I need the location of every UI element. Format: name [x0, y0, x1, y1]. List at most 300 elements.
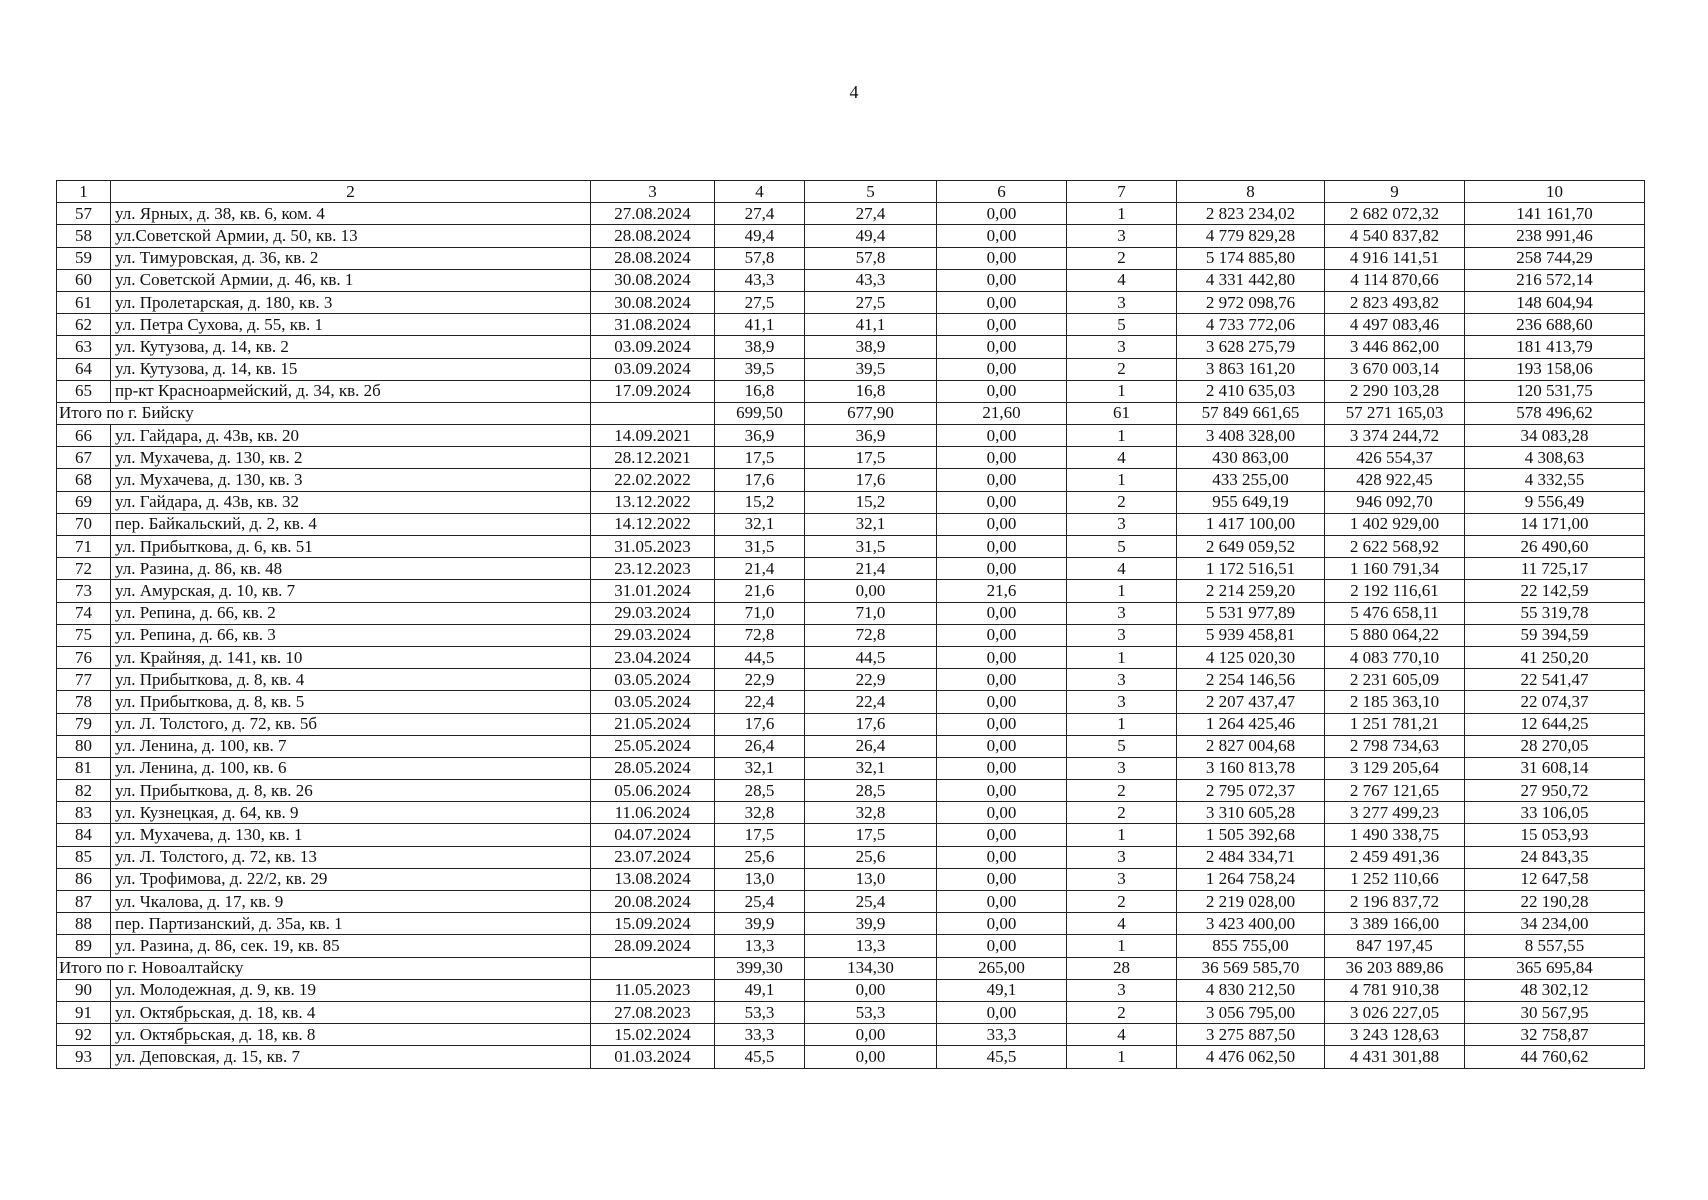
- table-cell: 5: [1067, 314, 1177, 336]
- table-cell: 27,5: [715, 291, 805, 313]
- table-cell: 57,8: [715, 247, 805, 269]
- table-row: [57, 913, 1645, 935]
- table-row: [57, 203, 1645, 225]
- table-cell: 32,1: [805, 757, 937, 779]
- table-cell: 43,3: [805, 269, 937, 291]
- table-cell: 15,2: [715, 491, 805, 513]
- table-cell: 4: [1067, 558, 1177, 580]
- table-cell: 5 531 977,89: [1177, 602, 1325, 624]
- subtotal-cell: 365 695,84: [1465, 957, 1645, 979]
- table-cell: 89: [57, 935, 111, 957]
- table-cell: 45,5: [715, 1046, 805, 1068]
- table-cell: 1: [1067, 646, 1177, 668]
- table-cell: 33 106,05: [1465, 802, 1645, 824]
- table-cell: 71,0: [805, 602, 937, 624]
- table-cell: 12 647,58: [1465, 868, 1645, 890]
- table-cell: 2 972 098,76: [1177, 291, 1325, 313]
- table-cell: 25,6: [805, 846, 937, 868]
- column-header: 1: [57, 181, 111, 203]
- table-cell: 13.12.2022: [591, 491, 715, 513]
- subtotal-cell: 36 203 889,86: [1325, 957, 1465, 979]
- table-cell: 43,3: [715, 269, 805, 291]
- table-row: [57, 425, 1645, 447]
- table-cell: 39,5: [715, 358, 805, 380]
- table-cell: 03.09.2024: [591, 336, 715, 358]
- table-cell: 31.05.2023: [591, 536, 715, 558]
- table-cell: 258 744,29: [1465, 247, 1645, 269]
- table-cell: 22,9: [805, 669, 937, 691]
- table-cell: 0,00: [937, 624, 1067, 646]
- table-cell: 26,4: [805, 735, 937, 757]
- table-cell: 4: [1067, 1024, 1177, 1046]
- table-cell: пр-кт Красноармейский, д. 34, кв. 2б: [111, 380, 591, 402]
- column-header: 8: [1177, 181, 1325, 203]
- table-cell: 4 331 442,80: [1177, 269, 1325, 291]
- table-cell: 41,1: [805, 314, 937, 336]
- table-cell: 39,9: [715, 913, 805, 935]
- table-cell: 238 991,46: [1465, 225, 1645, 247]
- table-row: [57, 868, 1645, 890]
- table-cell: 25,6: [715, 846, 805, 868]
- table-cell: 53,3: [805, 1001, 937, 1023]
- page-number: 4: [849, 82, 859, 102]
- table-cell: 1: [1067, 203, 1177, 225]
- table-cell: 4 431 301,88: [1325, 1046, 1465, 1068]
- table-cell: ул. Гайдара, д. 43в, кв. 32: [111, 491, 591, 513]
- table-cell: 03.09.2024: [591, 358, 715, 380]
- table-cell: 2: [1067, 247, 1177, 269]
- table-cell: 30.08.2024: [591, 291, 715, 313]
- table-row: [57, 536, 1645, 558]
- subtotal-cell: 699,50: [715, 402, 805, 424]
- table-cell: 21.05.2024: [591, 713, 715, 735]
- table-cell: 3 423 400,00: [1177, 913, 1325, 935]
- table-row: [57, 358, 1645, 380]
- table-cell: 4 332,55: [1465, 469, 1645, 491]
- subtotal-cell: 57 849 661,65: [1177, 402, 1325, 424]
- table-cell: ул. Репина, д. 66, кв. 3: [111, 624, 591, 646]
- table-cell: 33,3: [937, 1024, 1067, 1046]
- table-cell: 58: [57, 225, 111, 247]
- table-cell: 1 417 100,00: [1177, 513, 1325, 535]
- table-row: [57, 558, 1645, 580]
- table-cell: 11 725,17: [1465, 558, 1645, 580]
- table-cell: 0,00: [937, 846, 1067, 868]
- table-row: [57, 380, 1645, 402]
- table-cell: 13,0: [715, 868, 805, 890]
- table-cell: 0,00: [805, 979, 937, 1001]
- table-cell: 27.08.2023: [591, 1001, 715, 1023]
- table-cell: 30.08.2024: [591, 269, 715, 291]
- table-cell: 0,00: [937, 891, 1067, 913]
- table-cell: 13,0: [805, 868, 937, 890]
- table-cell: 1 264 425,46: [1177, 713, 1325, 735]
- table-cell: 88: [57, 913, 111, 935]
- table-row: [57, 935, 1645, 957]
- table-cell: 2: [1067, 1001, 1177, 1023]
- table-cell: 34 083,28: [1465, 425, 1645, 447]
- table-cell: 1: [1067, 1046, 1177, 1068]
- subtotal-cell: 134,30: [805, 957, 937, 979]
- table-cell: 28,5: [715, 780, 805, 802]
- table-cell: 0,00: [937, 314, 1067, 336]
- table-cell: 24 843,35: [1465, 846, 1645, 868]
- table-cell: 1: [1067, 824, 1177, 846]
- table-cell: 1: [1067, 713, 1177, 735]
- table-cell: 61: [57, 291, 111, 313]
- table-cell: 855 755,00: [1177, 935, 1325, 957]
- table-cell: 2: [1067, 780, 1177, 802]
- table-cell: ул. Репина, д. 66, кв. 2: [111, 602, 591, 624]
- table-cell: 3 446 862,00: [1325, 336, 1465, 358]
- table-cell: 32,1: [715, 513, 805, 535]
- table-cell: 3: [1067, 691, 1177, 713]
- table-cell: ул. Деповская, д. 15, кв. 7: [111, 1046, 591, 1068]
- table-cell: 72,8: [805, 624, 937, 646]
- table-cell: 13,3: [715, 935, 805, 957]
- table-cell: 2 214 259,20: [1177, 580, 1325, 602]
- table-cell: 28.05.2024: [591, 757, 715, 779]
- table-cell: 4 497 083,46: [1325, 314, 1465, 336]
- subtotal-cell: 399,30: [715, 957, 805, 979]
- table-cell: 14.12.2022: [591, 513, 715, 535]
- table-cell: 01.03.2024: [591, 1046, 715, 1068]
- table-row: [57, 247, 1645, 269]
- table-cell: 22 074,37: [1465, 691, 1645, 713]
- table-cell: 15,2: [805, 491, 937, 513]
- table-cell: 181 413,79: [1465, 336, 1645, 358]
- table-cell: 17.09.2024: [591, 380, 715, 402]
- table-cell: 22,9: [715, 669, 805, 691]
- table-cell: 26 490,60: [1465, 536, 1645, 558]
- table-cell: 0,00: [937, 913, 1067, 935]
- table-cell: 0,00: [937, 336, 1067, 358]
- table-cell: 15.09.2024: [591, 913, 715, 935]
- table-row: [57, 1046, 1645, 1068]
- table-cell: 120 531,75: [1465, 380, 1645, 402]
- table-cell: 3: [1067, 868, 1177, 890]
- table-cell: 16,8: [805, 380, 937, 402]
- table-cell: 44,5: [805, 646, 937, 668]
- table-cell: 12 644,25: [1465, 713, 1645, 735]
- table-cell: 90: [57, 979, 111, 1001]
- table-cell: 4 114 870,66: [1325, 269, 1465, 291]
- subtotal-cell: 57 271 165,03: [1325, 402, 1465, 424]
- table-row: [57, 225, 1645, 247]
- table-cell: 31,5: [805, 536, 937, 558]
- table-cell: 1: [1067, 935, 1177, 957]
- table-row: [57, 291, 1645, 313]
- table-cell: 0,00: [937, 513, 1067, 535]
- table-cell: 4 733 772,06: [1177, 314, 1325, 336]
- table-cell: 955 649,19: [1177, 491, 1325, 513]
- table-cell: 236 688,60: [1465, 314, 1645, 336]
- table-cell: 3: [1067, 669, 1177, 691]
- table-cell: ул. Ярных, д. 38, кв. 6, ком. 4: [111, 203, 591, 225]
- table-cell: 216 572,14: [1465, 269, 1645, 291]
- table-cell: 67: [57, 447, 111, 469]
- subtotal-cell: 21,60: [937, 402, 1067, 424]
- table-cell: 2 827 004,68: [1177, 735, 1325, 757]
- table-cell: 05.06.2024: [591, 780, 715, 802]
- table-cell: 5 880 064,22: [1325, 624, 1465, 646]
- empty-cell: [591, 957, 715, 979]
- table-cell: 0,00: [937, 558, 1067, 580]
- table-cell: 1 251 781,21: [1325, 713, 1465, 735]
- table-cell: 2 231 605,09: [1325, 669, 1465, 691]
- table-cell: ул. Пролетарская, д. 180, кв. 3: [111, 291, 591, 313]
- table-cell: 4 830 212,50: [1177, 979, 1325, 1001]
- table-cell: 15 053,93: [1465, 824, 1645, 846]
- table-cell: ул. Л. Толстого, д. 72, кв. 13: [111, 846, 591, 868]
- table-cell: 3 310 605,28: [1177, 802, 1325, 824]
- table-cell: 82: [57, 780, 111, 802]
- table-cell: 29.03.2024: [591, 624, 715, 646]
- table-cell: 4: [1067, 447, 1177, 469]
- table-cell: ул. Разина, д. 86, кв. 48: [111, 558, 591, 580]
- table-cell: 3 408 328,00: [1177, 425, 1325, 447]
- table-cell: 28,5: [805, 780, 937, 802]
- table-cell: 0,00: [937, 536, 1067, 558]
- table-cell: 2 484 334,71: [1177, 846, 1325, 868]
- table-cell: 3: [1067, 225, 1177, 247]
- table-cell: 45,5: [937, 1046, 1067, 1068]
- table-cell: ул. Кутузова, д. 14, кв. 2: [111, 336, 591, 358]
- table-cell: 4 083 770,10: [1325, 646, 1465, 668]
- table-cell: 69: [57, 491, 111, 513]
- table-row: [57, 979, 1645, 1001]
- table-cell: 4: [1067, 269, 1177, 291]
- table-cell: 0,00: [937, 225, 1067, 247]
- subtotal-label: Итого по г. Бийску: [57, 402, 591, 424]
- table-cell: 5: [1067, 536, 1177, 558]
- table-cell: 0,00: [937, 868, 1067, 890]
- table-row: [57, 269, 1645, 291]
- table-cell: 2 254 146,56: [1177, 669, 1325, 691]
- table-cell: 20.08.2024: [591, 891, 715, 913]
- subtotal-label: Итого по г. Новоалтайску: [57, 957, 591, 979]
- table-cell: 14 171,00: [1465, 513, 1645, 535]
- table-cell: ул. Кузнецкая, д. 64, кв. 9: [111, 802, 591, 824]
- table-cell: 3: [1067, 624, 1177, 646]
- table-cell: 92: [57, 1024, 111, 1046]
- column-number-row: [57, 181, 1645, 203]
- table-cell: 59 394,59: [1465, 624, 1645, 646]
- table-cell: 2: [1067, 491, 1177, 513]
- table-cell: 3: [1067, 602, 1177, 624]
- table-row: [57, 646, 1645, 668]
- table-row: [57, 447, 1645, 469]
- table-cell: 23.12.2023: [591, 558, 715, 580]
- table-cell: 30 567,95: [1465, 1001, 1645, 1023]
- table-cell: 0,00: [937, 291, 1067, 313]
- table-cell: 5 939 458,81: [1177, 624, 1325, 646]
- column-header: 2: [111, 181, 591, 203]
- table-cell: 2 185 363,10: [1325, 691, 1465, 713]
- table-cell: 32,8: [805, 802, 937, 824]
- table-cell: 2: [1067, 891, 1177, 913]
- table-cell: 03.05.2024: [591, 669, 715, 691]
- table-cell: 15.02.2024: [591, 1024, 715, 1046]
- column-header: 3: [591, 181, 715, 203]
- table-cell: 81: [57, 757, 111, 779]
- table-cell: 78: [57, 691, 111, 713]
- table-cell: 11.06.2024: [591, 802, 715, 824]
- table-cell: 8 557,55: [1465, 935, 1645, 957]
- table-cell: 44 760,62: [1465, 1046, 1645, 1068]
- table-cell: 64: [57, 358, 111, 380]
- table-cell: 847 197,45: [1325, 935, 1465, 957]
- table-cell: 0,00: [937, 491, 1067, 513]
- table-cell: 41 250,20: [1465, 646, 1645, 668]
- table-cell: 93: [57, 1046, 111, 1068]
- table-cell: 3: [1067, 846, 1177, 868]
- table-row: [57, 824, 1645, 846]
- table-cell: 2 459 491,36: [1325, 846, 1465, 868]
- table-cell: 2 682 072,32: [1325, 203, 1465, 225]
- table-cell: 60: [57, 269, 111, 291]
- table-cell: 1 402 929,00: [1325, 513, 1465, 535]
- table-cell: 36,9: [715, 425, 805, 447]
- subtotal-cell: 677,90: [805, 402, 937, 424]
- table-cell: 193 158,06: [1465, 358, 1645, 380]
- table-cell: 1 252 110,66: [1325, 868, 1465, 890]
- table-cell: 27.08.2024: [591, 203, 715, 225]
- table-cell: ул. Мухачева, д. 130, кв. 2: [111, 447, 591, 469]
- table-cell: 3 275 887,50: [1177, 1024, 1325, 1046]
- table-cell: 22 541,47: [1465, 669, 1645, 691]
- table-cell: 31,5: [715, 536, 805, 558]
- table-cell: 4 476 062,50: [1177, 1046, 1325, 1068]
- table-cell: 39,9: [805, 913, 937, 935]
- table-cell: 17,6: [805, 713, 937, 735]
- table-cell: 0,00: [937, 669, 1067, 691]
- table-cell: ул.Советской Армии, д. 50, кв. 13: [111, 225, 591, 247]
- table-cell: 0,00: [937, 780, 1067, 802]
- table-cell: 0,00: [805, 1046, 937, 1068]
- table-cell: 17,6: [715, 713, 805, 735]
- table-cell: 25,4: [715, 891, 805, 913]
- table-cell: 62: [57, 314, 111, 336]
- table-cell: 3 056 795,00: [1177, 1001, 1325, 1023]
- table-cell: 17,5: [805, 824, 937, 846]
- table-cell: ул. Октябрьская, д. 18, кв. 4: [111, 1001, 591, 1023]
- table-cell: 3: [1067, 757, 1177, 779]
- table-cell: 77: [57, 669, 111, 691]
- table-cell: 59: [57, 247, 111, 269]
- table-cell: 26,4: [715, 735, 805, 757]
- table-cell: 0,00: [937, 735, 1067, 757]
- table-cell: 0,00: [937, 247, 1067, 269]
- table-cell: 04.07.2024: [591, 824, 715, 846]
- table-cell: 2 823 493,82: [1325, 291, 1465, 313]
- table-cell: ул. Прибыткова, д. 8, кв. 26: [111, 780, 591, 802]
- table-cell: 0,00: [937, 691, 1067, 713]
- table-cell: 70: [57, 513, 111, 535]
- column-header: 5: [805, 181, 937, 203]
- table-cell: 27,5: [805, 291, 937, 313]
- table-cell: 32 758,87: [1465, 1024, 1645, 1046]
- table-cell: ул. Чкалова, д. 17, кв. 9: [111, 891, 591, 913]
- table-cell: ул. Тимуровская, д. 36, кв. 2: [111, 247, 591, 269]
- table-cell: 3 277 499,23: [1325, 802, 1465, 824]
- table-row: [57, 780, 1645, 802]
- table-row: [57, 846, 1645, 868]
- table-cell: 34 234,00: [1465, 913, 1645, 935]
- table-cell: 2 290 103,28: [1325, 380, 1465, 402]
- subtotal-cell: 36 569 585,70: [1177, 957, 1325, 979]
- table-cell: 5 476 658,11: [1325, 602, 1465, 624]
- table-cell: ул. Ленина, д. 100, кв. 7: [111, 735, 591, 757]
- table-cell: 49,4: [715, 225, 805, 247]
- table-cell: 4 781 910,38: [1325, 979, 1465, 1001]
- table-row: [57, 336, 1645, 358]
- table-cell: 75: [57, 624, 111, 646]
- table-row: [57, 1001, 1645, 1023]
- table-cell: 0,00: [937, 469, 1067, 491]
- column-header: 4: [715, 181, 805, 203]
- table-cell: ул. Молодежная, д. 9, кв. 19: [111, 979, 591, 1001]
- table-cell: 86: [57, 868, 111, 890]
- table-cell: 14.09.2021: [591, 425, 715, 447]
- table-cell: 1 172 516,51: [1177, 558, 1325, 580]
- table-cell: 68: [57, 469, 111, 491]
- table-cell: 0,00: [937, 757, 1067, 779]
- table-cell: 36,9: [805, 425, 937, 447]
- table-cell: 21,6: [937, 580, 1067, 602]
- table-cell: ул. Гайдара, д. 43в, кв. 20: [111, 425, 591, 447]
- table-cell: 22 190,28: [1465, 891, 1645, 913]
- table-cell: 2 192 116,61: [1325, 580, 1465, 602]
- table-cell: 87: [57, 891, 111, 913]
- table-cell: 16,8: [715, 380, 805, 402]
- table-row: [57, 713, 1645, 735]
- table-cell: 426 554,37: [1325, 447, 1465, 469]
- table-cell: 80: [57, 735, 111, 757]
- table-cell: 74: [57, 602, 111, 624]
- table-cell: 1: [1067, 580, 1177, 602]
- table-cell: ул. Прибыткова, д. 6, кв. 51: [111, 536, 591, 558]
- table-cell: 0,00: [937, 935, 1067, 957]
- table-cell: 73: [57, 580, 111, 602]
- table-cell: 23.04.2024: [591, 646, 715, 668]
- table-cell: 0,00: [937, 269, 1067, 291]
- table-cell: 49,4: [805, 225, 937, 247]
- table-cell: пер. Партизанский, д. 35а, кв. 1: [111, 913, 591, 935]
- table-cell: 2 823 234,02: [1177, 203, 1325, 225]
- table-cell: 0,00: [937, 824, 1067, 846]
- table-cell: 1: [1067, 380, 1177, 402]
- table-cell: ул. Мухачева, д. 130, кв. 1: [111, 824, 591, 846]
- table-cell: 4 540 837,82: [1325, 225, 1465, 247]
- table-cell: 2 219 028,00: [1177, 891, 1325, 913]
- table-cell: 3: [1067, 979, 1177, 1001]
- table-cell: 22 142,59: [1465, 580, 1645, 602]
- table-cell: пер. Байкальский, д. 2, кв. 4: [111, 513, 591, 535]
- table-row: [57, 802, 1645, 824]
- table-cell: ул. Прибыткова, д. 8, кв. 5: [111, 691, 591, 713]
- subtotal-row: [57, 957, 1645, 979]
- table-cell: 2 622 568,92: [1325, 536, 1465, 558]
- table-cell: ул. Амурская, д. 10, кв. 7: [111, 580, 591, 602]
- table-cell: 72,8: [715, 624, 805, 646]
- table-cell: 9 556,49: [1465, 491, 1645, 513]
- table-cell: 0,00: [937, 713, 1067, 735]
- table-cell: 27 950,72: [1465, 780, 1645, 802]
- table-cell: 3 129 205,64: [1325, 757, 1465, 779]
- table-cell: 141 161,70: [1465, 203, 1645, 225]
- table-row: [57, 1024, 1645, 1046]
